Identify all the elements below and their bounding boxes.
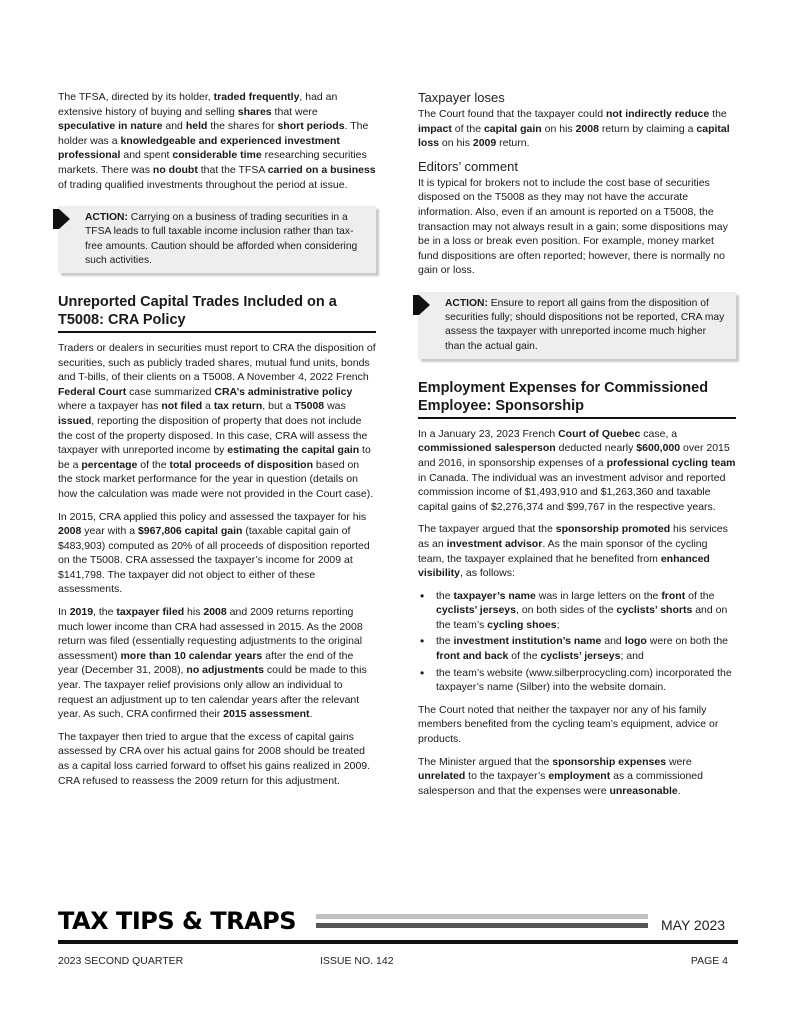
taxpayer-argument-paragraph: The taxpayer argued that the sponsorship promoted his services as an investment advisor. As the main sponsor of the cycling team, the taxpayer explained that he benefited from enhanced visibility, as follows: — [418, 523, 728, 580]
court-noted-paragraph: The Court noted that neither the taxpayer nor any of his family members benefited from the cycling team’s equipment, advice or products. — [418, 703, 719, 746]
filing-2019-paragraph: In 2019, the taxpayer filed his 2008 and 2009 returns reporting much lower income than CRA had assessed in 2015. As the 2008 return was filed (essentially requesting adjustments to the original assessment) more than 10 calendar years after the end of the year (December 31, 2008), no adjustments could be made to this year. The taxpayer relief provisions only allow an individual to request an adjustment up to ten calendar years after the relevant year. As such, CRA confirmed their 2015 assessment. — [58, 606, 367, 721]
court-finding-paragraph: The Court found that the taxpayer could not indirectly reduce the impact of the capital gain on his 2008 return by claiming a capital loss on his 2009 return. — [418, 108, 730, 150]
subheading-taxpayer-loses: Taxpayer loses — [418, 90, 505, 105]
quarter-label: 2023 SECOND QUARTER — [58, 955, 184, 967]
editors-comment-paragraph: It is typical for brokers not to include the cost base of securities disposed on the T5008 as they may not have the accurate information. Also, even if an amount is reported on a T5008, the transaction may not always result in a gain; some dispositions may be in a loss or break even position. For example, money market fund dispositions are often reported; however, there is normally no gain or loss. — [418, 176, 728, 277]
list-item: • the team’s website (www.silberprocycling.com) incorporated the taxpayer’s name (Silber) into the website domain. — [418, 666, 736, 695]
action-text: ACTION: Carrying on a business of trading securities in a TFSA leads to full taxable income inclusion rather than tax-free amounts. Caution should be afforded when considering such activities. — [85, 212, 358, 266]
right-column — [418, 90, 736, 806]
issue-number: ISSUE NO. 142 — [320, 955, 394, 967]
action-text: ACTION: Ensure to report all gains from the disposition of securities fully; should dispositions not be reported, CRA may assess the taxpayer with unreported income much higher than the actual gain. — [445, 297, 725, 352]
sponsorship-case-paragraph: In a January 23, 2023 French Court of Quebec case, a commissioned salesperson deducted nearly $600,000 over 2015 and 2016, in sponsorship expenses of a professional cycling team in Canada. The individual was an investment advisor and reported commission income of $1,493,910 and $1,263,360 and taxable capital gains of $2,276,374 and $99,767 in the respective years. — [418, 427, 736, 513]
subheading-editors-comment: Editors’ comment — [418, 158, 518, 174]
newsletter-title: TAX TIPS & TRAPS — [58, 907, 297, 935]
page-number: PAGE 4 — [690, 955, 728, 967]
issue-date: MAY 2023 — [661, 917, 726, 933]
section-heading-employment-expenses: Employment Expenses for Commissioned Employee: Sponsorship — [418, 379, 736, 419]
t5008-policy-paragraph: Traders or dealers in securities must report to CRA the disposition of securities, such as publicly traded shares, mutual fund units, bonds and T-bills, of their clients on a T5008. A November 4, 2022 French Federal Court case summarized CRA’s administrative policy where a taxpayer has not filed a tax return, but a T5008 was issued, reporting the disposition of property that does not include the cost of the property disposed. In this case, CRA will assess the taxpayer with unreported income by estimating the capital gain to be a percentage of the total proceeds of disposition based on the stock market performance for the year in question (details on how the calculation was made were not provided in the Court case). — [58, 341, 376, 500]
left-column — [58, 90, 376, 796]
list-item: • the taxpayer’s name was in large letters on the front of the cyclists’ jerseys, on both sides of the cyclists’ shorts and on the team’s cycling shoes; — [418, 589, 736, 633]
list-item: • the investment institution’s name and logo were on both the front and back of the cyclists’ jerseys; and — [418, 634, 736, 663]
capital-loss-argument-paragraph: The taxpayer then tried to argue that the excess of capital gains assessed by CRA over his actual gains for 2008 should be treated as a capital loss carried forward to offset his gains realized in 2009. CRA refused to reassess the 2009 return for this adjustment. — [58, 730, 371, 787]
light-bar — [316, 914, 648, 919]
decorative-bars — [316, 914, 648, 928]
assessment-2015-paragraph: In 2015, CRA applied this policy and assessed the taxpayer for his 2008 year with a $967,806 capital gain (taxable capital gain of $483,903) computed as 20% of all proceeds of disposition reported on the T5008. CRA assessed the taxpayer’s income for 2009 at $141,798. The taxpayer did not object to either of these assessments. — [58, 510, 370, 596]
action-callout-tfsa — [58, 206, 376, 273]
arrow-pointer-icon — [419, 295, 430, 315]
section-heading-unreported-trades: Unreported Capital Trades Included on a T5008: CRA Policy — [58, 293, 376, 333]
visibility-list — [418, 589, 736, 695]
footer-divider — [58, 940, 738, 944]
minister-argument-paragraph: The Minister argued that the sponsorship expenses were unrelated to the taxpayer’s employment as a commissioned salesperson and that the expenses were unreasonable. — [418, 755, 703, 797]
action-callout-t5008 — [418, 292, 736, 359]
tfsa-paragraph: The TFSA, directed by its holder, traded frequently, had an extensive history of buying and selling shares that were speculative in nature and held the shares for short periods. The holder was a knowledgeable and experienced investment professional and spent considerable time researching securities markets. There was no doubt that the TFSA carried on a business of trading qualified investments throughout the period at issue. — [58, 91, 376, 191]
arrow-pointer-icon — [59, 209, 70, 229]
dark-bar — [316, 923, 648, 928]
